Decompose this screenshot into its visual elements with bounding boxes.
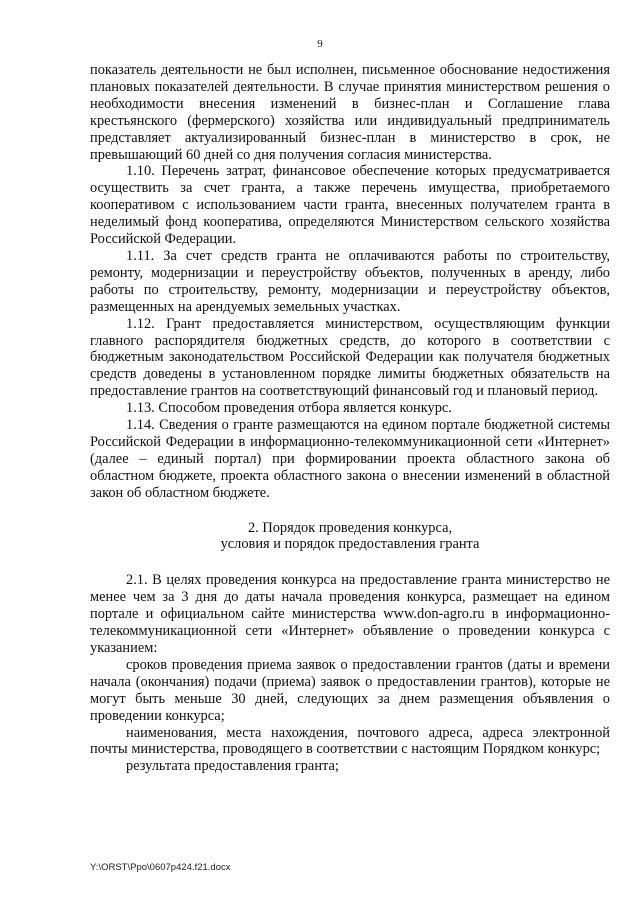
list-item-grant-result: результата предоставления гранта; (126, 758, 339, 775)
document-body (90, 62, 610, 775)
paragraph-1-12: 1.12. Грант предоставляется министерством, осуществляющим функции главного распорядителя бюджетных средств, до которого в соответствии с бюджетным законодательством Российской Федерации как получателя бюджетных средств доведены в установленном порядке лимиты бюджетных обязательств на предоставление грантов на соответствующий финансовый год и плановый период. (90, 315, 610, 400)
section-gap (90, 553, 610, 572)
section-heading-line-1: 2. Порядок проведения конкурса, (247, 519, 453, 536)
paragraph-1-13: 1.13. Способом проведения отбора является конкурс. (126, 400, 452, 417)
paragraph-1-11: 1.11. За счет средств гранта не оплачиваются работы по строительству, ремонту, модернизации и переустройству объектов, полученных в аренду, либо работы по строительству, ремонту, модернизации и переустройству объектов, размещенных на арендуемых земельных участках. (90, 247, 610, 315)
paragraph-2-1: 2.1. В целях проведения конкурса на предоставление гранта министерство не менее чем за 3 дня до даты начала проведения конкурса, размещает на едином портале и официальном сайте министерства www.don-agro.ru в информационно-телекоммуникационной сети «Интернет» объявление о проведении конкурса с указанием: (90, 572, 610, 656)
paragraph-continuation: показатель деятельности не был исполнен, письменное обоснование недостижения плановых показателей деятельности. В случае принятия министерством решения о необходимости внесения изменений в бизнес-план и Соглашение глава крестьянского (фермерского) хозяйства или индивидуальный предприниматель представляет актуализированный бизнес-план в министерство в срок, не превышающий 60 дней со дня получения согласия министерства. (90, 62, 610, 163)
list-item-deadlines: сроков проведения приема заявок о предоставлении грантов (даты и времени начала (окончания) подачи (приема) заявок о предоставлении грантов), которые не могут быть меньше 30 дней, следующих за днем размещения объявления о проведении конкурса; (90, 656, 610, 724)
footer-file-path: Y:\ORST\Ppo\0607p424.f21.docx (90, 862, 231, 873)
section-heading-line-2: условия и порядок предоставления гранта (220, 536, 480, 553)
paragraph-1-10: 1.10. Перечень затрат, финансовое обеспечение которых предусматривается осуществить за счет гранта, а также перечень имущества, приобретаемого кооперативом с использованием части гранта, внесенных получателем гранта в неделимый фонд кооператива, определяются Министерством сельского хозяйства Российской Федерации. (90, 163, 610, 248)
list-item-ministry-details: наименования, места нахождения, почтового адреса, адреса электронной почты министерства, проводящего в соответствии с настоящим Порядком конкурс; (90, 724, 610, 758)
section-heading (90, 520, 610, 554)
paragraph-1-14: 1.14. Сведения о гранте размещаются на едином портале бюджетной системы Российской Федерации в информационно-телекоммуникационной сети «Интернет» (далее – единый портал) при формировании проекта областного закона об областном бюджете, проекта областного закона о внесении изменений в областной закон об областном бюджете. (90, 417, 610, 501)
page-number: 9 (317, 38, 323, 50)
